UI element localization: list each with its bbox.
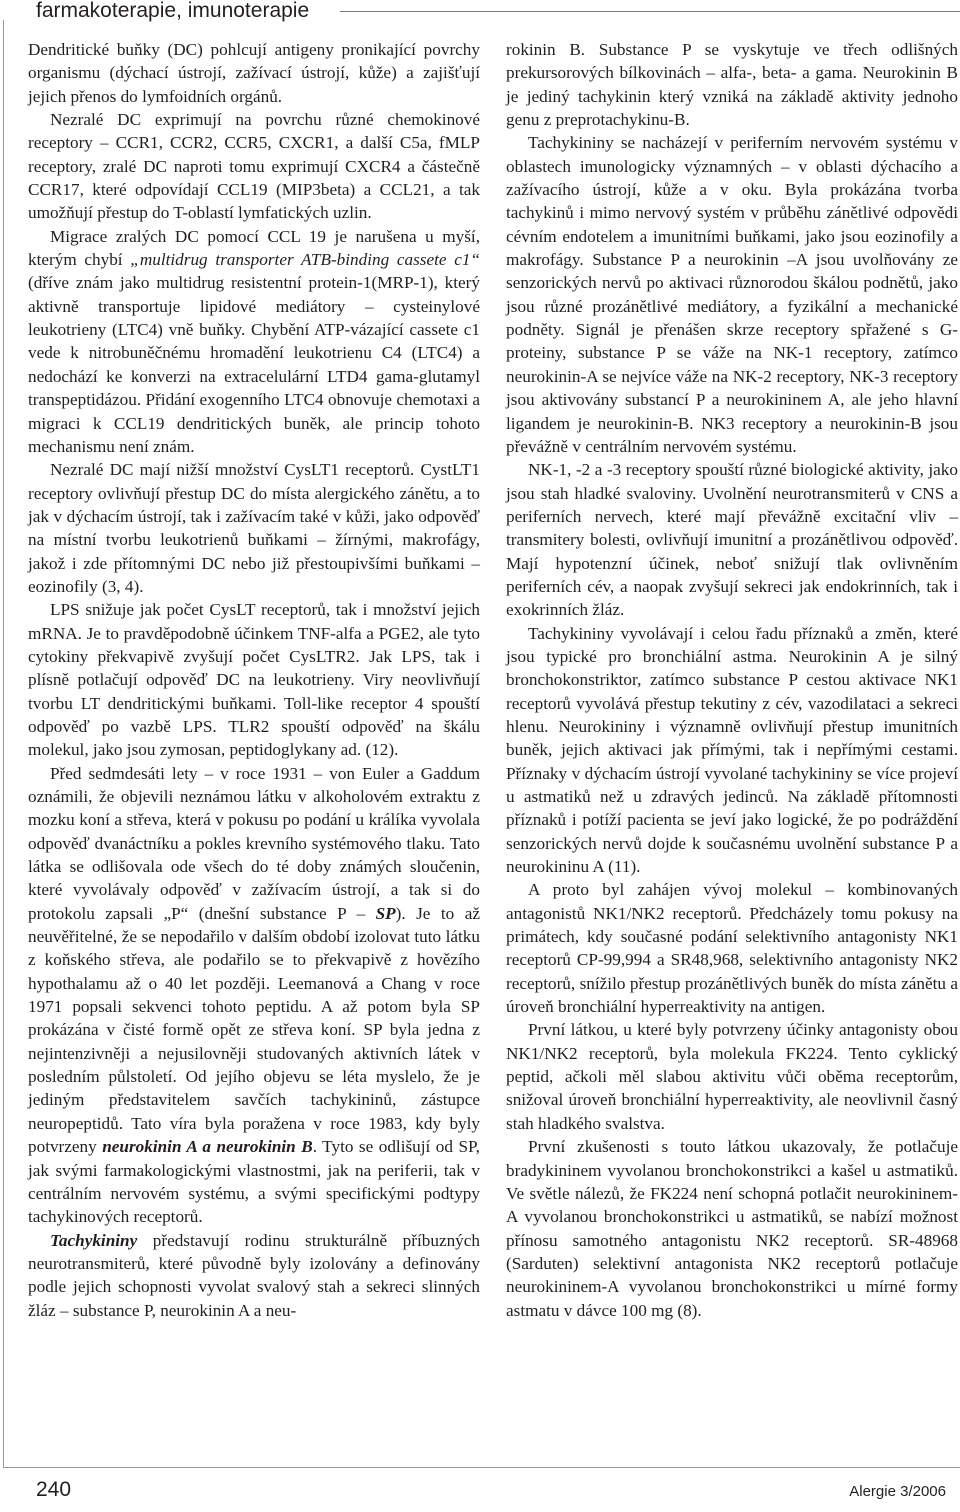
page-header bbox=[0, 0, 960, 30]
paragraph-text: . Tyto se odlišují od SP, jak svými farmakologickými vlastnostmi, jak na periferii, tak v centrálním nervovém systému, a svými specifickými podtypy tachykinových receptorů. bbox=[28, 1137, 480, 1227]
right-column bbox=[506, 38, 958, 1322]
paragraph: Tachykininy se nacházejí v periferním nervovém systému v oblastech imunologicky významných – v oblasti dýchacího a zažívacího ústrojí, kůže a v oku. Byla prokázána tvorba tachykinů i mimo nervový systém v průběhu zánětlivé odpovědi cévním endotelem a imunitními buňkami, jako jsou eozinofily a makrofágy. Substance P a neurokinin –A jsou uvolňovány ze senzorických nervů po aktivaci různorodou škálou podnětů, jako jsou různé prozánětlivé mediátory, a fyzikální a mechanické podněty. Signál je přenášen skrze receptory spřažené s G-proteiny, substance P se váže na NK-1 receptory, zatímco neurokinin-A se nejvíce váže na NK-2 receptory, NK-3 receptory jsou aktivovány substancí P a neurokininem A, ale jeho hlavní ligandem je neurokinin-B. NK3 receptory a neurokinin-B jsou převážně v centrálním nervovém systému. bbox=[506, 133, 958, 456]
header-rule bbox=[340, 11, 960, 12]
paragraph-text: představují rodinu strukturálně příbuzných neurotransmiterů, které původně byly izolovány a definovány podle jejich schopnosti vyvolat svalový stah a sekreci slinných žláz – substance P, neurokinin A a neu- bbox=[28, 1230, 480, 1320]
paragraph: Nezralé DC mají nižší množství CysLT1 receptorů. CystLT1 receptory ovlivňují přestup DC do místa alergického zánětu, a to jak v dýchacím ústrojí, tak i zažívacím také v kůži, jako odpověď na místní tvorbu leukotrienů buňkami – žírnými, makrofágy, jakož i zde přítomnými DC nebo již přestoupivšími buňkami – eozinofily (3, 4). bbox=[28, 460, 480, 596]
paragraph-text: Migrace zralých DC pomocí CCL 19 je narušena u myší, kterým chybí bbox=[28, 226, 480, 270]
italic-term: „multidrug transporter ATB-binding cassete c1“ bbox=[130, 250, 480, 270]
paragraph: A proto byl zahájen vývoj molekul – kombinovaných antagonistů NK1/NK2 receptorů. Předcházely tomu pokusy na primátech, kdy současné podání selektivního antagonisty NK1 receptorů CP-99,994 a SR48,968, selektivního antagonisty NK2 receptorů, snížilo přestup prozánětlivých buněk do místa zánětu a úroveň bronchiální hyperreaktivity na antigen. bbox=[506, 880, 958, 1017]
paragraph bbox=[28, 225, 480, 458]
paragraph-text: ). Je to až neuvěřitelné, že se nepodařilo v dalším období izolovat tuto látku z koňského střeva, ale podařilo se to překvapivě z hovězího hypothalamu až o 40 let později. Leemanová a Chang v roce 1971 popsali sekvenci tohoto peptidu. A až potom byla SP prokázána v čisté formě opět ze střeva koní. SP byla jedna z nejintenzivněji a nejusilovněji studovaných aktivních látek v posledním půlstoletí. Od jejího objevu se léta myslelo, že je jediným představitelem savčích tachykininů, zástupce neuropeptidů. Tato víra byla poražena v roce 1983, kdy byly potvrzeny bbox=[28, 903, 480, 1157]
paragraph: LPS snižuje jak počet CysLT receptorů, tak i množství jejich mRNA. Je to pravděpodobně účinkem TNF-alfa a PGE2, ale tyto cytokiny překvapivě zvyšují počet CysLTR2. Jak LPS, tak i plísně potlačují odpověď DC na leukotrieny. Viry neovlivňují tvorbu LT dendritickými buňkami. Toll-like receptor 4 spouští odpověď po vazbě LPS. TLR2 spouští odpověď na škálu molekul, jako jsou zymosan, peptidoglykany ad. (12). bbox=[28, 600, 480, 760]
paragraph-text: Před sedmdesáti lety – v roce 1931 – von Euler a Gaddum oznámili, že objevili neznámou látku v alkoholovém extraktu z mozku koní a střeva, která v pokusu po podání u králíka vyvolala odpověď dvanáctníku a pokles krevního systémového tlaku. Tato látka se odlišovala ode všech do té doby známých sloučenin, které vyvolávaly odpověď v zažívacím ústrojí, a tak si do protokolu zapsali „P“ (dnešní substance P – bbox=[28, 763, 480, 923]
paragraph: Nezralé DC exprimují na povrchu různé chemokinové receptory – CCR1, CCR2, CCR5, CXCR1, a další C5a, fMLP receptory, zralé DC naproti tomu exprimují CXCR4 a částečně CCR17, které odpovídají CCL19 (MIP3beta) a CCL21, a tak umožňují přestup do T-oblastí lymfatických uzlin. bbox=[28, 110, 480, 223]
section-title: farmakoterapie, imunoterapie bbox=[36, 0, 317, 23]
bold-italic-term: neurokinin A a neurokinin B bbox=[102, 1137, 313, 1157]
left-column bbox=[28, 38, 480, 1322]
page-number: 240 bbox=[36, 1478, 72, 1501]
paragraph bbox=[28, 762, 480, 1229]
journal-issue: Alergie 3/2006 bbox=[849, 1483, 946, 1500]
bold-italic-term: Tachykininy bbox=[50, 1230, 138, 1250]
paragraph: Dendritické buňky (DC) pohlcují antigeny pronikající povrchy organismu (dýchací ústrojí, zažívací ústrojí, kůže) a zajišťují jejich přenos do lymfoidních orgánů. bbox=[28, 40, 480, 106]
paragraph-text: (dříve znám jako multidrug resistentní protein-1(MRP-1), který aktivně transportuje lipidové mediátory – cysteinylové leukotrieny (LTC4) vně buňky. Chybění ATP-vázající cassete c1 vede k nitrobuněčnému hromadění leukotrienu C4 (LTC4) a nedochází ke konverzi na extracelulární LTD4 gama-glutamyl transpeptidázou. Přidání exogenního LTC4 obnovuje chemotaxi a migraci k CCL19 dendritických buněk, ale princip tohoto mechanismu není znám. bbox=[28, 273, 480, 456]
paragraph: První zkušenosti s touto látkou ukazovaly, že potlačuje bradykininem vyvolanou bronchokonstrikci a kašel u astmatiků. Ve světle nálezů, že FK224 není schopná potlačit neurokininem-A vyvolanou bronchokonstrikci u astmatiků, se nabízí možnost přínosu samotného antagonistu NK2 receptorů. SR-48968 (Sarduten) selektivní antagonista NK2 receptorů potlačuje neurokininem-A vyvolanou bronchokonstrikci u mírné formy astmatu v dávce 100 mg (8). bbox=[506, 1137, 958, 1320]
paragraph bbox=[28, 1229, 480, 1322]
paragraph: První látkou, u které byly potvrzeny účinky antagonisty obou NK1/NK2 receptorů, byla molekula FK224. Tento cyklický peptid, ačkoli měl slabou aktivitu vůči oběma receptorům, snižoval úroveň bronchiální hyperreaktivity, ale neovlivnil časný stah hladkého svalstva. bbox=[506, 1020, 958, 1133]
bold-italic-term: SP bbox=[375, 903, 396, 923]
paragraph: NK-1, -2 a -3 receptory spouští různé biologické aktivity, jako jsou stah hladké svaloviny. Uvolnění neurotransmiterů v CNS a periferních nervech, které mají převážně excitační vliv – transmitery bolesti, ovlivňují imunitní a prozánětlivou odpověď. Mají hypotenzní účinek, neboť snižují tlak ovlivněním periferních cév, a naopak zvyšují sekreci jak endokrinních, tak i exokrinních žláz. bbox=[506, 460, 958, 620]
paragraph: Tachykininy vyvolávají i celou řadu příznaků a změn, které jsou typické pro bronchiální astma. Neurokinin A je silný bronchokonstriktor, zatímco substance P cestou aktivace NK1 receptorů vyvolává přestup tekutiny z cév, vazodilataci a sekreci hlenu. Neurokininy i významně ovlivňují přestup imunitních buněk, jejich aktivaci jak přímými, tak i nepřímými cestami. Příznaky v dýchacím ústrojí vyvolané tachykininy se více projeví u astmatiků než u zdravých jedinců. Na základě přítomnosti příznaků i potíží pacienta se jeví jako logické, že po podráždění senzorických nervů dojde k současnému uvolnění substance P a neurokininu A (11). bbox=[506, 623, 958, 877]
paragraph: rokinin B. Substance P se vyskytuje ve třech odlišných prekursorových bílkovinách – alfa-, beta- a gama. Neurokinin B je jediný tachykinin který vzniká na základě aktivity jednoho genu z preprotachykinu-B. bbox=[506, 40, 958, 130]
bottom-rule bbox=[3, 1467, 960, 1468]
left-frame-rule bbox=[3, 20, 4, 1467]
